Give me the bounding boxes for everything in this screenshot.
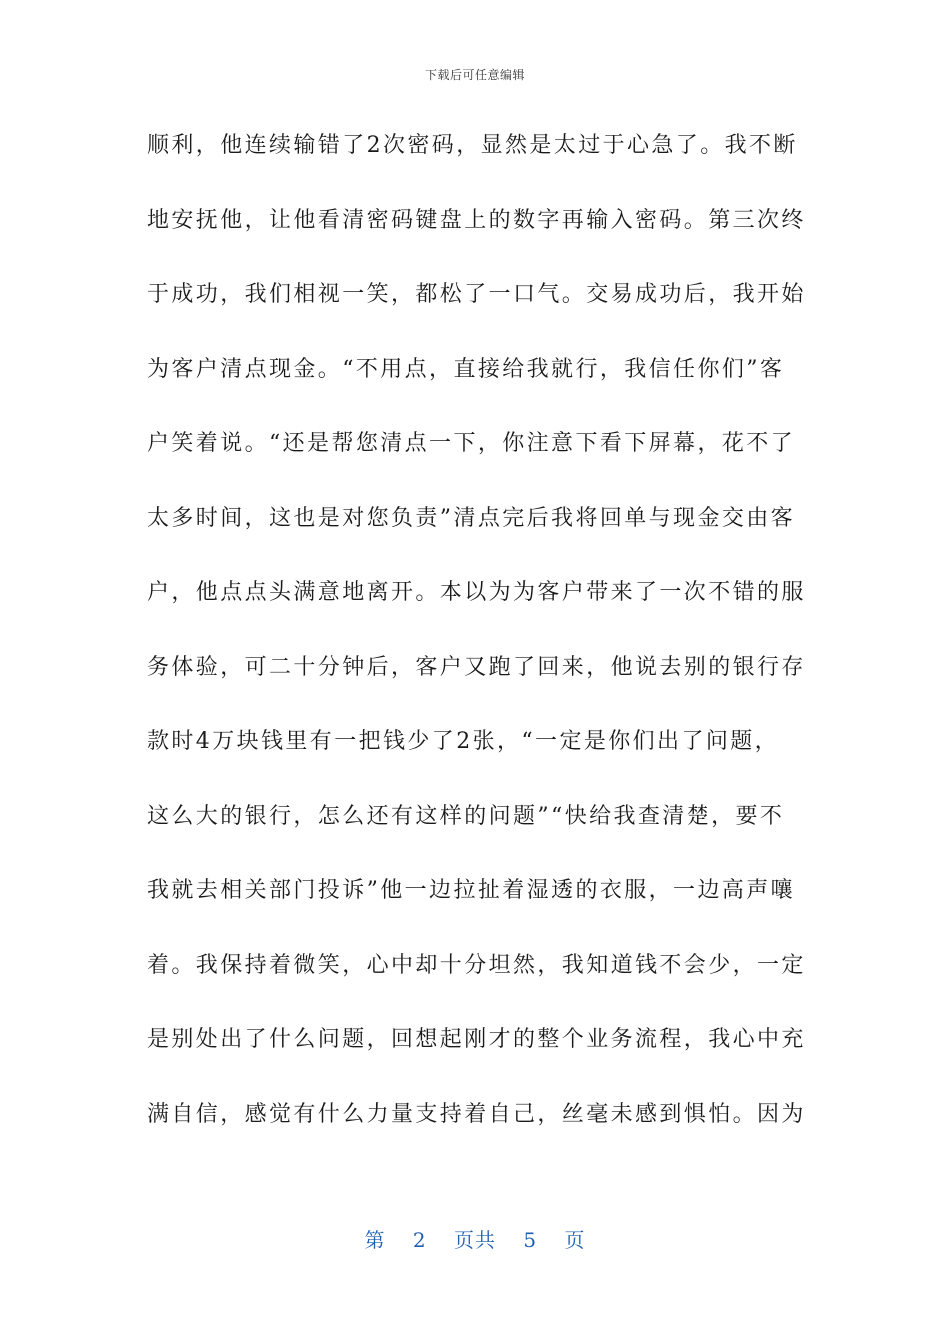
footer-suffix: 页 <box>564 1228 586 1252</box>
total-pages-number: 5 <box>523 1228 538 1252</box>
footer-middle: 页共 <box>454 1228 496 1252</box>
text-line: 是别处出了什么问题，回想起刚才的整个业务流程，我心中充 <box>147 1027 806 1052</box>
text-line: 务体验，可二十分钟后，客户又跑了回来，他说去别的银行存 <box>147 654 806 680</box>
current-page-number: 2 <box>412 1228 427 1252</box>
text-line: 户笑着说。“还是帮您清点一下，你注意下看下屏幕，花不了 <box>147 431 796 456</box>
text-line: 我就去相关部门投诉”他一边拉扯着湿透的衣服，一边高声嚷 <box>147 878 796 903</box>
text-line: 满自信，感觉有什么力量支持着自己，丝毫未感到惧怕。因为 <box>147 1101 806 1127</box>
page-footer <box>0 1224 950 1253</box>
text-line: 着。我保持着微笑，心中却十分坦然，我知道钱不会少，一定 <box>147 952 806 978</box>
text-line: 为客户清点现金。“不用点，直接给我就行，我信任你们”客 <box>147 356 785 382</box>
text-line: 顺利，他连续输错了2次密码，显然是太过于心急了。我不断 <box>147 133 798 158</box>
text-line: 太多时间，这也是对您负责”清点完后我将回单与现金交由客 <box>147 505 796 531</box>
text-line: 款时4万块钱里有一把钱少了2张，“一定是你们出了问题， <box>147 729 780 754</box>
text-line: 户，他点点头满意地离开。本以为为客户带来了一次不错的服 <box>147 580 806 605</box>
page-header: 下载后可任意编辑 <box>424 68 525 82</box>
text-line: 地安抚他，让他看清密码键盘上的数字再输入密码。第三次终 <box>147 207 806 233</box>
footer-prefix: 第 <box>364 1228 386 1252</box>
text-line: 这么大的银行，怎么还有这样的问题”“快给我查清楚，要不 <box>147 803 785 829</box>
document-body <box>147 124 807 1167</box>
text-line: 于成功，我们相视一笑，都松了一口气。交易成功后，我开始 <box>147 282 806 307</box>
